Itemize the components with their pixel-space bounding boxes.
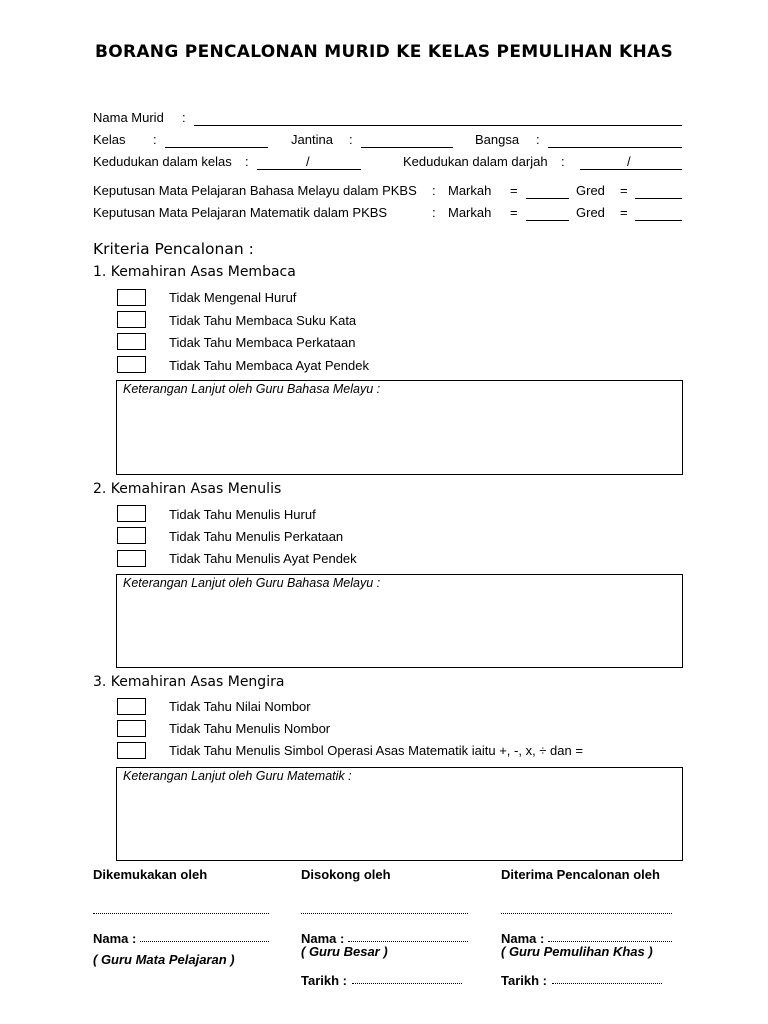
colon: : — [432, 183, 436, 198]
nama-label: Nama : — [301, 931, 345, 946]
markah-label: Markah — [448, 205, 492, 220]
colon: : — [432, 205, 436, 220]
criterion-label: Tidak Tahu Menulis Huruf — [169, 507, 316, 522]
remark-box[interactable] — [116, 767, 683, 861]
remark-label: Keterangan Lanjut oleh Guru Bahasa Melayu : — [123, 382, 381, 396]
section-heading: 2. Kemahiran Asas Menulis — [93, 481, 282, 497]
jantina-field[interactable] — [361, 147, 453, 148]
signature-heading: Dikemukakan oleh — [93, 867, 208, 882]
markah-label: Markah — [448, 183, 492, 198]
kedudukan-kelas-label: Kedudukan dalam kelas — [93, 154, 232, 169]
checkbox[interactable] — [117, 333, 146, 350]
role-label: ( Guru Besar ) — [301, 944, 388, 959]
role-label: ( Guru Pemulihan Khas ) — [501, 944, 653, 959]
result-mt-label: Keputusan Mata Pelajaran Matematik dalam PKBS — [93, 205, 388, 220]
checkbox[interactable] — [117, 742, 146, 759]
criterion-label: Tidak Tahu Nilai Nombor — [169, 699, 311, 714]
criterion-label: Tidak Tahu Membaca Ayat Pendek — [169, 358, 369, 373]
bangsa-label: Bangsa — [475, 132, 520, 147]
criterion-label: Tidak Tahu Menulis Perkataan — [169, 529, 344, 544]
colon: : — [561, 154, 565, 169]
colon: : — [153, 132, 157, 147]
signature-line[interactable] — [93, 913, 269, 914]
checkbox[interactable] — [117, 289, 146, 306]
checkbox[interactable] — [117, 311, 146, 328]
kelas-label: Kelas — [93, 132, 126, 147]
equals: = — [510, 183, 518, 198]
kedudukan-darjah-label: Kedudukan dalam darjah — [403, 154, 548, 169]
role-label: ( Guru Mata Pelajaran ) — [93, 952, 235, 967]
tarikh-field[interactable] — [552, 983, 662, 984]
checkbox[interactable] — [117, 720, 146, 737]
section-heading: 3. Kemahiran Asas Mengira — [93, 674, 285, 690]
markah-mt-field[interactable] — [526, 220, 569, 221]
nama-field[interactable] — [548, 941, 672, 942]
signature-line[interactable] — [301, 913, 468, 914]
kelas-field[interactable] — [165, 147, 268, 148]
equals: = — [620, 205, 628, 220]
checkbox[interactable] — [117, 550, 146, 567]
remark-label: Keterangan Lanjut oleh Guru Matematik : — [123, 769, 352, 783]
result-bm-label: Keputusan Mata Pelajaran Bahasa Melayu dalam PKBS — [93, 183, 417, 198]
tarikh-label: Tarikh : — [301, 973, 347, 988]
markah-bm-field[interactable] — [526, 198, 569, 199]
kedudukan-kelas-field[interactable] — [257, 169, 361, 170]
criterion-label: Tidak Tahu Menulis Simbol Operasi Asas Matematik iaitu +, -, x, ÷ dan = — [169, 743, 583, 758]
slash: / — [306, 154, 310, 169]
criterion-label: Tidak Tahu Menulis Nombor — [169, 721, 331, 736]
nama-murid-field[interactable] — [194, 125, 682, 126]
colon: : — [349, 132, 353, 147]
remark-label: Keterangan Lanjut oleh Guru Bahasa Melayu : — [123, 576, 381, 590]
signature-heading: Disokong oleh — [301, 867, 391, 882]
criterion-label: Tidak Mengenal Huruf — [169, 290, 297, 305]
section-heading: 1. Kemahiran Asas Membaca — [93, 264, 296, 280]
signature-heading: Diterima Pencalonan oleh — [501, 867, 660, 882]
bangsa-field[interactable] — [548, 147, 682, 148]
gred-label: Gred — [576, 183, 605, 198]
criterion-label: Tidak Tahu Menulis Ayat Pendek — [169, 551, 357, 566]
tarikh-field[interactable] — [352, 983, 462, 984]
colon: : — [245, 154, 249, 169]
nama-field[interactable] — [348, 941, 468, 942]
criterion-label: Tidak Tahu Membaca Suku Kata — [169, 313, 357, 328]
signature-line[interactable] — [501, 913, 672, 914]
colon: : — [182, 110, 186, 125]
equals: = — [620, 183, 628, 198]
form-title: BORANG PENCALONAN MURID KE KELAS PEMULIHAN KHAS — [94, 42, 674, 62]
nama-murid-label: Nama Murid — [93, 110, 164, 125]
checkbox[interactable] — [117, 505, 146, 522]
nama-field[interactable] — [140, 941, 269, 942]
slash: / — [627, 154, 631, 169]
criteria-heading: Kriteria Pencalonan : — [93, 240, 254, 258]
remark-box[interactable] — [116, 380, 683, 475]
checkbox[interactable] — [117, 698, 146, 715]
gred-bm-field[interactable] — [635, 198, 682, 199]
tarikh-label: Tarikh : — [501, 973, 547, 988]
gred-mt-field[interactable] — [635, 220, 682, 221]
checkbox[interactable] — [117, 356, 146, 373]
checkbox[interactable] — [117, 527, 146, 544]
gred-label: Gred — [576, 205, 605, 220]
nama-label: Nama : — [501, 931, 545, 946]
remark-box[interactable] — [116, 574, 683, 668]
kedudukan-darjah-field[interactable] — [580, 169, 682, 170]
equals: = — [510, 205, 518, 220]
jantina-label: Jantina — [291, 132, 333, 147]
nama-label: Nama : — [93, 931, 137, 946]
colon: : — [536, 132, 540, 147]
criterion-label: Tidak Tahu Membaca Perkataan — [169, 335, 356, 350]
